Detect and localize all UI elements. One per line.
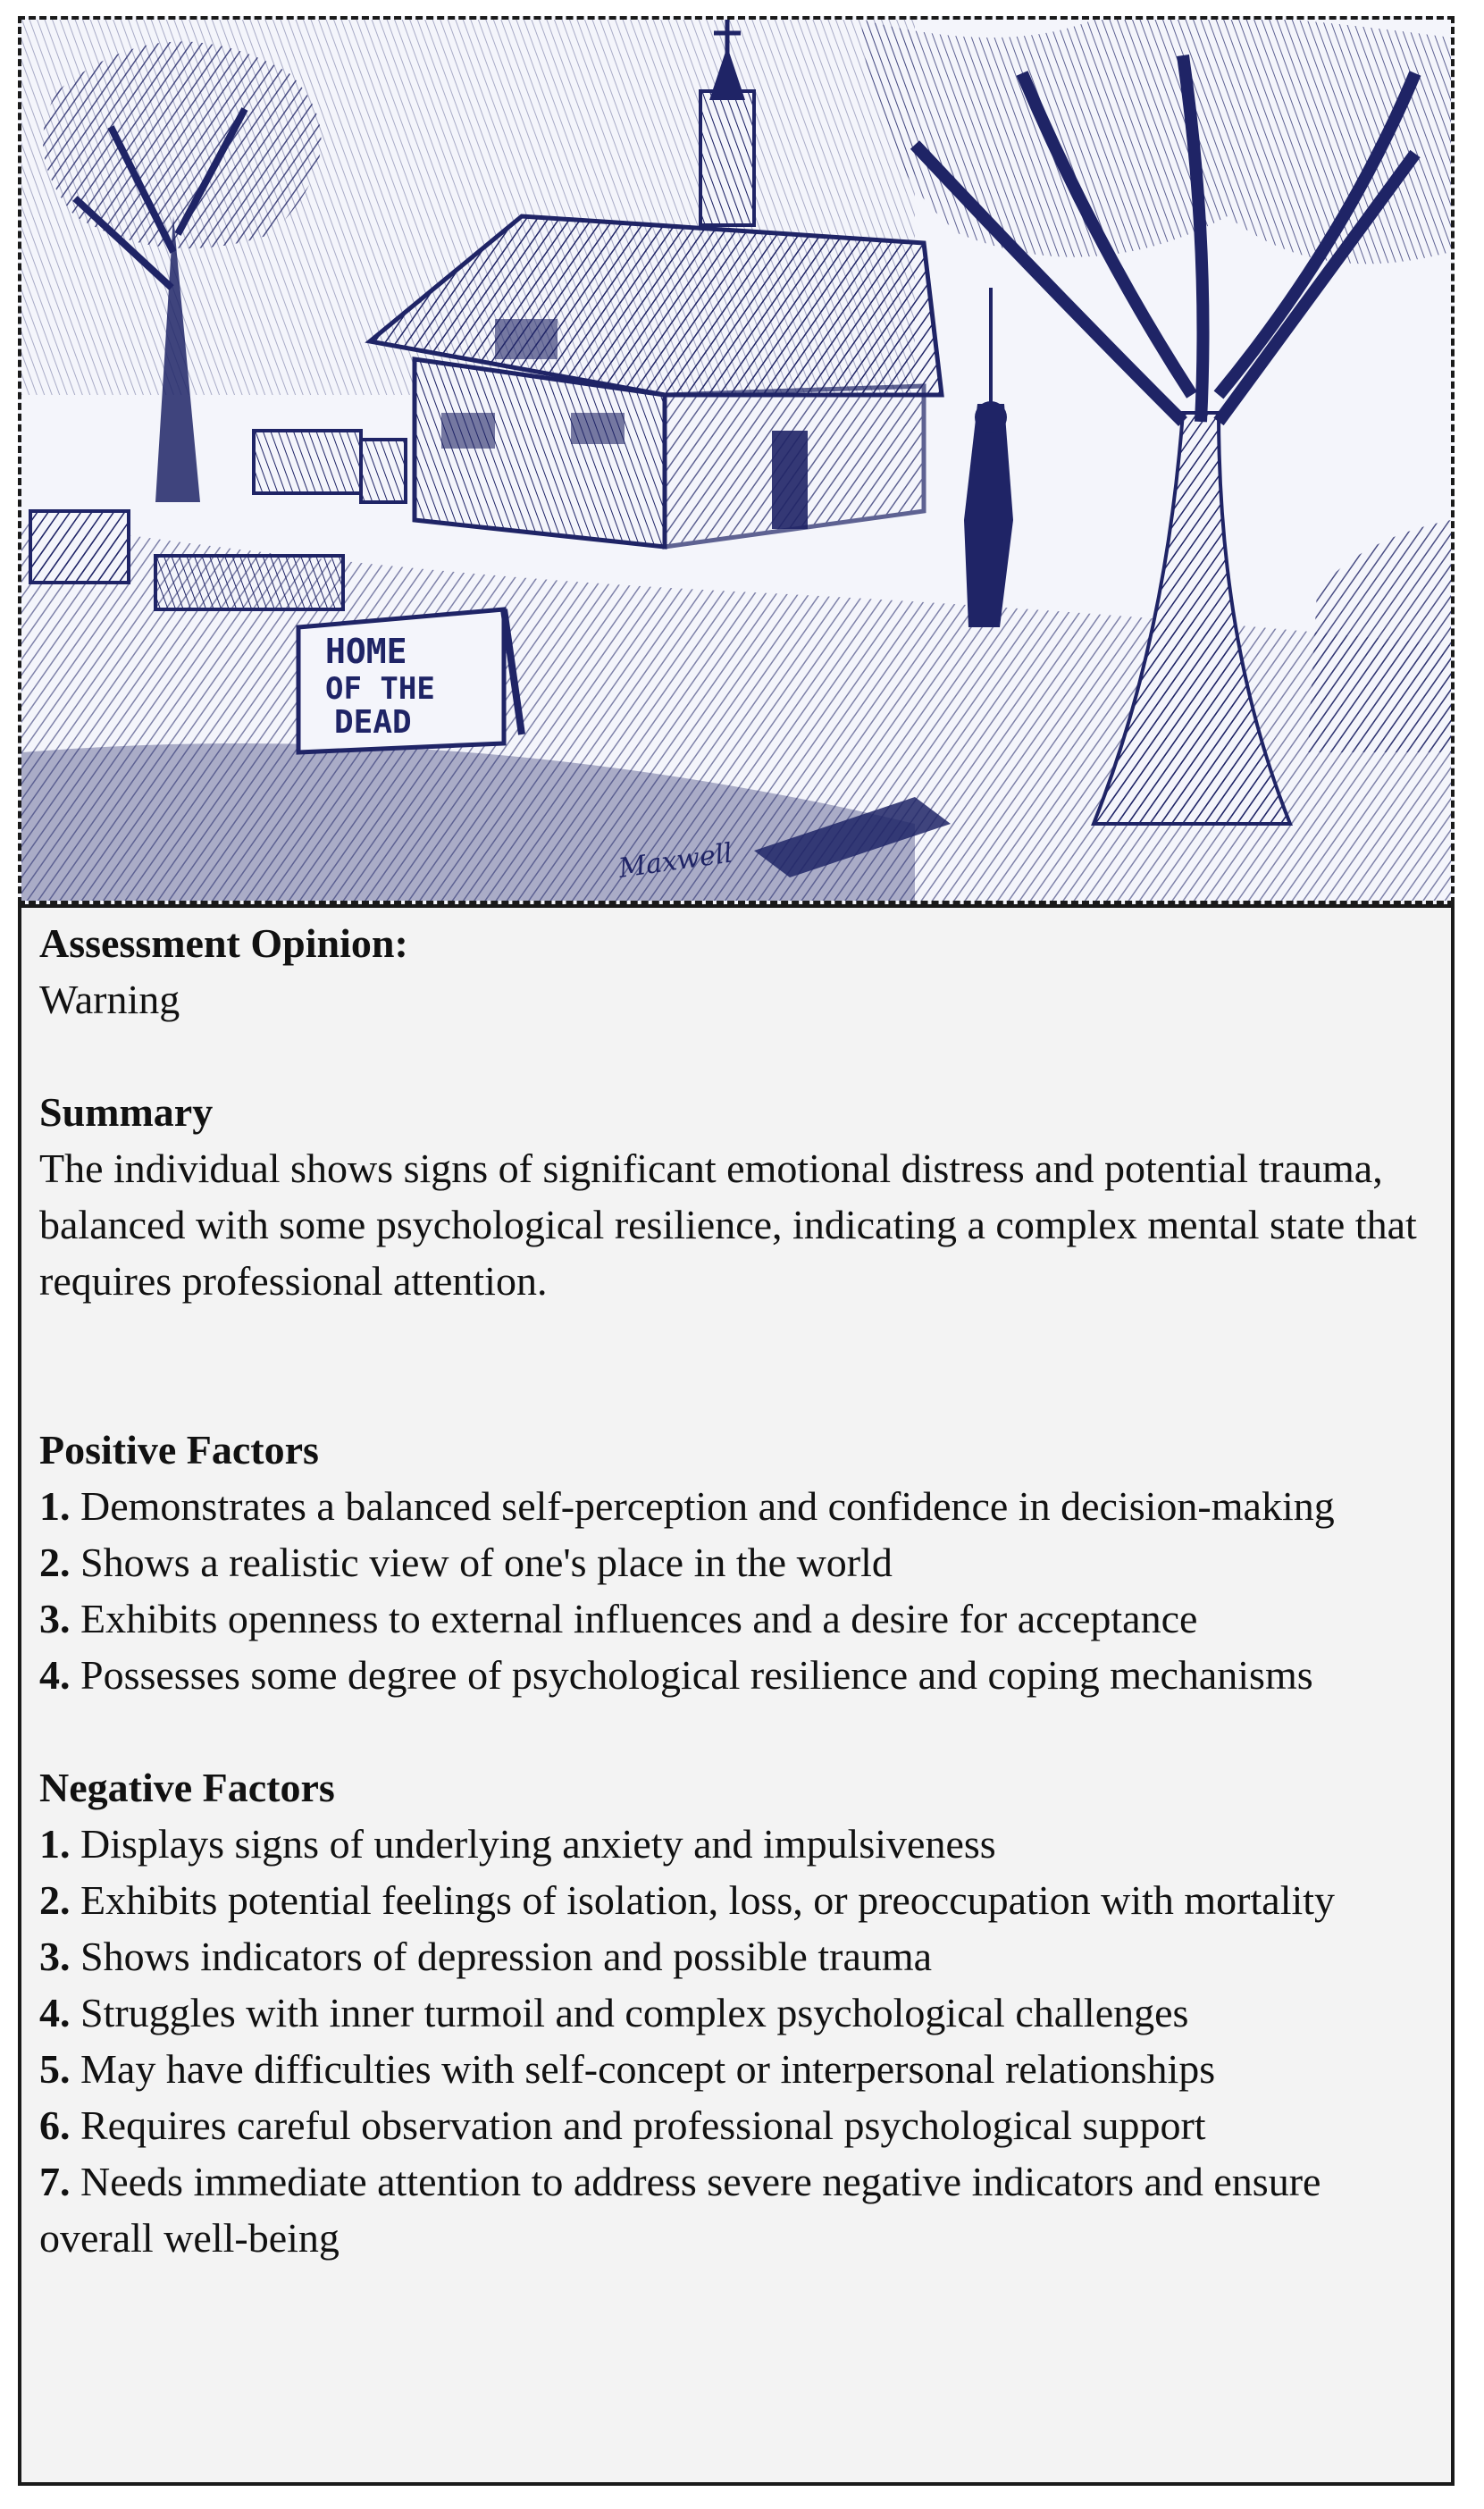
positive-factors-list xyxy=(39,1478,1435,1703)
positive-factor-item: 4. Possesses some degree of psychological resilience and coping mechanisms xyxy=(39,1652,1313,1698)
positive-factor-item: 1. Demonstrates a balanced self-perception and confidence in decision-making xyxy=(39,1483,1335,1529)
pen-sketch-drawing xyxy=(21,20,1451,901)
home-of-the-dead-sign xyxy=(298,609,522,752)
sign-line-3: DEAD xyxy=(334,704,412,741)
positive-factor-item: 2. Shows a realistic view of one's place in the world xyxy=(39,1540,893,1585)
drawing-panel xyxy=(18,16,1455,904)
negative-factors-heading: Negative Factors xyxy=(39,1765,335,1810)
negative-factor-item: 5. May have difficulties with self-concept or interpersonal relationships xyxy=(39,2046,1216,2092)
summary-heading: Summary xyxy=(39,1089,214,1135)
negative-factor-item: 3. Shows indicators of depression and possible trauma xyxy=(39,1934,933,1979)
positive-factors-heading: Positive Factors xyxy=(39,1427,319,1473)
artist-signature: Maxwell xyxy=(616,837,735,885)
negative-factor-item: 1. Displays signs of underlying anxiety and impulsiveness xyxy=(39,1821,996,1867)
negative-factor-item: 2. Exhibits potential feelings of isolation, loss, or preoccupation with mortality xyxy=(39,1877,1336,1923)
assessment-report xyxy=(18,904,1455,2486)
positive-factor-item: 3. Exhibits openness to external influences and a desire for acceptance xyxy=(39,1596,1198,1641)
negative-factor-item: 6. Requires careful observation and professional psychological support xyxy=(39,2102,1206,2148)
sign-line-2: OF THE xyxy=(325,671,435,707)
negative-factors-list xyxy=(39,1816,1435,2266)
sign-line-1: HOME xyxy=(325,632,407,671)
assessment-value: Warning xyxy=(39,977,180,1022)
negative-factor-item: 7. Needs immediate attention to address severe negative indicators and ensure overall well-being xyxy=(39,2159,1321,2261)
assessment-heading: Assessment Opinion: xyxy=(39,920,408,966)
negative-factor-item: 4. Struggles with inner turmoil and complex psychological challenges xyxy=(39,1990,1189,2035)
summary-text: The individual shows signs of significant emotional distress and potential trauma, balanced with some psychological resilience, indicating a complex mental state that requires professional attention. xyxy=(39,1145,1417,1304)
